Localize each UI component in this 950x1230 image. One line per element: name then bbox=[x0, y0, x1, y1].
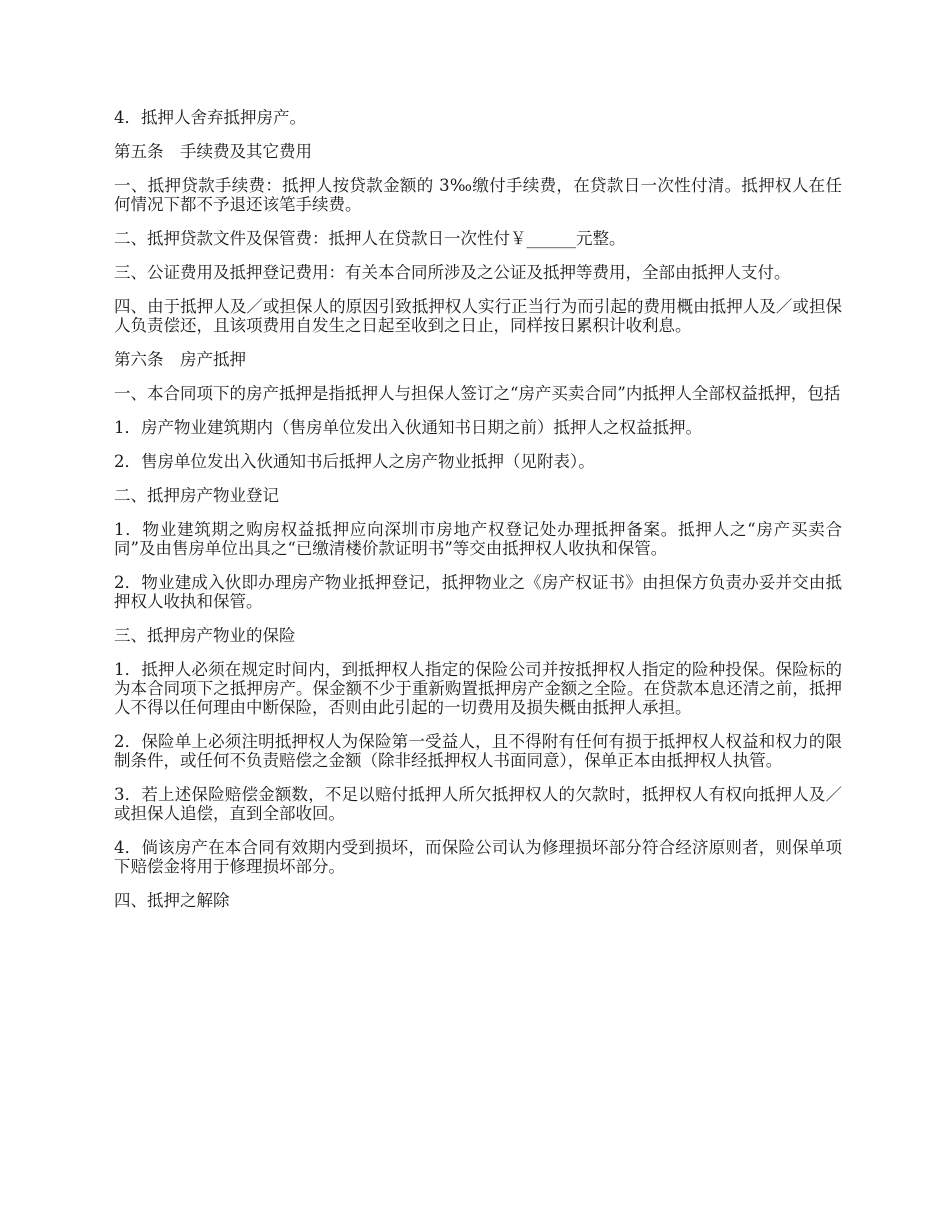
paragraph-mortgage-scope: 一、本合同项下的房产抵押是指抵押人与担保人签订之“房产买卖合同”内抵押人全部权益抵押，包括 bbox=[114, 384, 841, 403]
paragraph-construction-period-mortgage: 1．房产物业建筑期内（售房单位发出入伙通知书日期之前）抵押人之权益抵押。 bbox=[114, 418, 702, 437]
paragraph-notary-registration-fee: 三、公证费用及抵押登记费用：有关本合同所涉及之公证及抵押等费用，全部由抵押人支付。 bbox=[114, 263, 791, 282]
paragraph-registration-filing: 1．物业建筑期之购房权益抵押应向深圳市房地产权登记处办理抵押备案。抵押人之“房产买卖合同”及由售房单位出具之“已缴清楼价款证明书”等交由抵押权人收执和保管。 bbox=[114, 520, 842, 558]
heading-property-registration: 二、抵押房产物业登记 bbox=[114, 486, 279, 505]
heading-mortgage-release: 四、抵押之解除 bbox=[114, 891, 230, 910]
paragraph-post-occupancy-mortgage: 2．售房单位发出入伙通知书后抵押人之房产物业抵押（见附表）。 bbox=[114, 452, 595, 471]
paragraph-document-custody-fee: 二、抵押贷款文件及保管费：抵押人在贷款日一次性付￥______元整。 bbox=[114, 229, 626, 248]
paragraph-insurance-requirement: 1．抵押人必须在规定时间内，到抵押权人指定的保险公司并按抵押权人指定的险种投保。保险标的为本合同项下之抵押房产。保金额不少于重新购置抵押房产金额之全险。在贷款本息还清之前，抵押人不得以任何理由中断保险，否则由此引起的一切费用及损失概由抵押人承担。 bbox=[114, 660, 842, 717]
heading-article-6: 第六条 房产抵押 bbox=[114, 350, 246, 369]
paragraph-loan-fee: 一、抵押贷款手续费：抵押人按贷款金额的 3‰缴付手续费，在贷款日一次性付清。抵押权人在任何情况下都不予退还该笔手续费。 bbox=[114, 176, 842, 214]
heading-article-5: 第五条 手续费及其它费用 bbox=[114, 142, 312, 161]
document-page bbox=[114, 108, 842, 925]
paragraph-insurance-beneficiary: 2．保险单上必须注明抵押权人为保险第一受益人，且不得附有任何有损于抵押权人权益和权力的限制条件，或任何不负责赔偿之金额（除非经抵押权人书面同意），保单正本由抵押权人执管。 bbox=[114, 732, 842, 770]
paragraph-damage-repair: 4．倘该房产在本合同有效期内受到损坏，而保险公司认为修理损坏部分符合经济原则者，则保单项下赔偿金将用于修理损坏部分。 bbox=[114, 838, 842, 876]
paragraph-cost-liability: 四、由于抵押人及／或担保人的原因引致抵押权人实行正当行为而引起的费用概由抵押人及／或担保人负责偿还，且该项费用自发生之日起至收到之日止，同样按日累积计收利息。 bbox=[114, 297, 842, 335]
paragraph-insurance-shortfall: 3．若上述保险赔偿金额数，不足以赔付抵押人所欠抵押权人的欠款时，抵押权人有权向抵押人及／或担保人追偿，直到全部收回。 bbox=[114, 785, 842, 823]
paragraph-clause-4-abandon: 4．抵押人舍弃抵押房产。 bbox=[114, 108, 306, 127]
paragraph-completion-registration: 2．物业建成入伙即办理房产物业抵押登记，抵押物业之《房产权证书》由担保方负责办妥并交由抵押权人收执和保管。 bbox=[114, 573, 842, 611]
heading-property-insurance: 三、抵押房产物业的保险 bbox=[114, 626, 296, 645]
